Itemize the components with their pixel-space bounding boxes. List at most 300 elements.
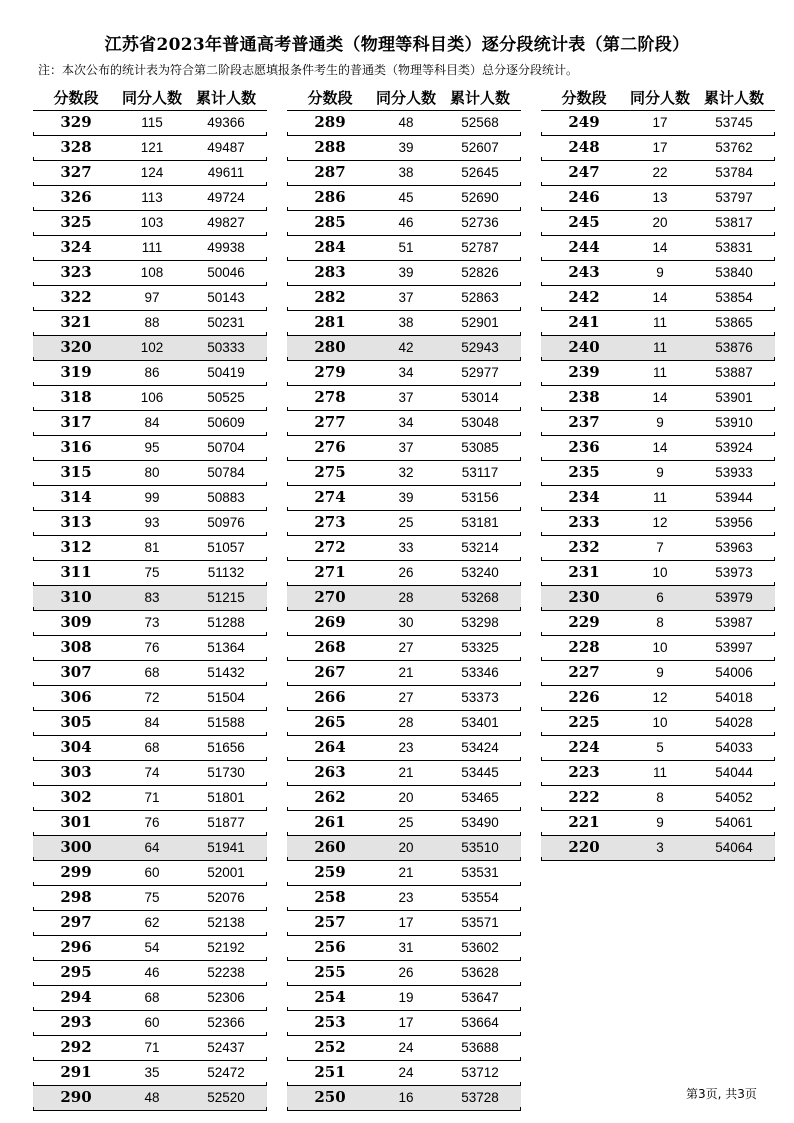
same-count-cell: 10 (652, 715, 668, 730)
table-row (287, 736, 521, 761)
cumulative-count-cell: 54064 (715, 840, 753, 855)
same-count-cell: 76 (144, 640, 160, 655)
table-row (541, 111, 775, 136)
same-count-cell: 37 (398, 390, 414, 405)
cumulative-count-cell: 54044 (715, 765, 753, 780)
table-row (287, 836, 521, 861)
same-count-cell: 3 (656, 840, 664, 855)
score-cell: 319 (60, 363, 92, 381)
table-row (33, 1036, 267, 1061)
table-header (287, 86, 521, 111)
score-cell: 288 (314, 138, 346, 156)
table-row (287, 486, 521, 511)
score-cell: 241 (568, 313, 600, 331)
table-row (541, 811, 775, 836)
cumulative-count-cell: 52238 (207, 965, 245, 980)
score-cell: 292 (60, 1038, 92, 1056)
same-count-cell: 11 (652, 365, 667, 380)
same-count-cell: 84 (144, 715, 160, 730)
same-count-cell: 68 (144, 740, 160, 755)
score-cell: 246 (568, 188, 600, 206)
score-cell: 317 (60, 413, 92, 431)
cumulative-count-cell: 51941 (207, 840, 245, 855)
same-count-cell: 39 (398, 490, 414, 505)
table-row (541, 236, 775, 261)
cumulative-count-cell: 53745 (715, 115, 753, 130)
score-cell: 223 (568, 763, 600, 781)
table-header (33, 86, 267, 111)
score-cell: 273 (314, 513, 346, 531)
cumulative-count-cell: 53944 (715, 490, 753, 505)
same-count-cell: 6 (656, 590, 664, 605)
table-row (287, 261, 521, 286)
same-count-cell: 27 (398, 640, 414, 655)
score-cell: 258 (314, 888, 346, 906)
score-cell: 325 (60, 213, 92, 231)
score-cell: 284 (314, 238, 346, 256)
score-cell: 323 (60, 263, 92, 281)
same-count-cell: 75 (144, 565, 160, 580)
table-row (33, 586, 267, 611)
cumulative-count-cell: 53571 (461, 915, 499, 930)
table-row (33, 1061, 267, 1086)
same-count-cell: 22 (652, 165, 668, 180)
same-count-cell: 108 (140, 265, 164, 280)
table-row (33, 861, 267, 886)
score-cell: 254 (314, 988, 346, 1006)
cumulative-count-cell: 53887 (715, 365, 753, 380)
cumulative-count-cell: 50609 (207, 415, 245, 430)
table-row (33, 561, 267, 586)
header-cumulative-count: 累计人数 (195, 89, 256, 107)
same-count-cell: 21 (398, 665, 414, 680)
score-cell: 283 (314, 263, 346, 281)
score-cell: 296 (60, 938, 92, 956)
same-count-cell: 13 (652, 190, 668, 205)
cumulative-count-cell: 53817 (715, 215, 753, 230)
same-count-cell: 19 (398, 990, 414, 1005)
same-count-cell: 11 (652, 340, 667, 355)
table-row (541, 511, 775, 536)
score-cell: 231 (568, 563, 600, 581)
cumulative-count-cell: 53956 (715, 515, 753, 530)
table-row (33, 136, 267, 161)
score-cell: 270 (314, 588, 346, 606)
score-cell: 315 (60, 463, 92, 481)
table-row (33, 261, 267, 286)
cumulative-count-cell: 53401 (461, 715, 499, 730)
table-row (541, 686, 775, 711)
score-cell: 314 (60, 488, 92, 506)
same-count-cell: 84 (144, 415, 160, 430)
score-cell: 326 (60, 188, 92, 206)
same-count-cell: 25 (398, 815, 414, 830)
score-cell: 297 (60, 913, 92, 931)
cumulative-count-cell: 54033 (715, 740, 753, 755)
same-count-cell: 17 (652, 140, 668, 155)
table-row (33, 636, 267, 661)
cumulative-count-cell: 53465 (461, 790, 499, 805)
cumulative-count-cell: 53924 (715, 440, 753, 455)
table-row (541, 461, 775, 486)
table-row (33, 736, 267, 761)
cumulative-count-cell: 52001 (207, 865, 245, 880)
cumulative-count-cell: 52138 (207, 915, 245, 930)
table-row (287, 386, 521, 411)
score-cell: 295 (60, 963, 92, 981)
cumulative-count-cell: 50231 (207, 315, 245, 330)
same-count-cell: 93 (144, 515, 160, 530)
cumulative-count-cell: 54028 (715, 715, 753, 730)
table-row (33, 161, 267, 186)
cumulative-count-cell: 52690 (461, 190, 499, 205)
score-cell: 328 (60, 138, 92, 156)
table-row (287, 111, 521, 136)
score-cell: 260 (314, 838, 346, 856)
same-count-cell: 35 (144, 1065, 160, 1080)
score-cell: 265 (314, 713, 346, 731)
cumulative-count-cell: 53085 (461, 440, 499, 455)
same-count-cell: 20 (398, 790, 414, 805)
table-row (541, 386, 775, 411)
header-score: 分数段 (53, 89, 99, 107)
score-cell: 222 (568, 788, 600, 806)
table-header (541, 86, 775, 111)
table-row (287, 761, 521, 786)
cumulative-count-cell: 51215 (207, 590, 245, 605)
table-row (33, 111, 267, 136)
same-count-cell: 80 (144, 465, 160, 480)
score-cell: 311 (60, 563, 92, 581)
score-cell: 240 (568, 338, 600, 356)
score-cell: 269 (314, 613, 346, 631)
same-count-cell: 33 (398, 540, 414, 555)
table-row (33, 911, 267, 936)
same-count-cell: 21 (398, 865, 414, 880)
table-row (287, 811, 521, 836)
table-row (541, 711, 775, 736)
same-count-cell: 99 (144, 490, 160, 505)
cumulative-count-cell: 53647 (461, 990, 499, 1005)
cumulative-count-cell: 53048 (461, 415, 499, 430)
cumulative-count-cell: 52943 (461, 340, 499, 355)
same-count-cell: 27 (398, 690, 414, 705)
cumulative-count-cell: 50419 (207, 365, 245, 380)
cumulative-count-cell: 53445 (461, 765, 499, 780)
cumulative-count-cell: 52863 (461, 290, 499, 305)
cumulative-count-cell: 51432 (207, 665, 245, 680)
same-count-cell: 10 (652, 565, 668, 580)
score-cell: 303 (60, 763, 92, 781)
score-cell: 299 (60, 863, 92, 881)
score-cell: 290 (60, 1088, 92, 1106)
cumulative-count-cell: 53831 (715, 240, 753, 255)
table-row (541, 186, 775, 211)
same-count-cell: 11 (652, 490, 667, 505)
score-cell: 320 (60, 338, 92, 356)
cumulative-count-cell: 51132 (207, 565, 245, 580)
table-row (541, 836, 775, 861)
table-row (541, 436, 775, 461)
cumulative-count-cell: 52192 (207, 940, 245, 955)
table-row (33, 761, 267, 786)
score-cell: 247 (568, 163, 600, 181)
table-row (287, 311, 521, 336)
cumulative-count-cell: 52736 (461, 215, 499, 230)
same-count-cell: 10 (652, 640, 668, 655)
cumulative-count-cell: 52437 (207, 1040, 245, 1055)
table-column-1 (33, 86, 267, 1111)
same-count-cell: 86 (144, 365, 160, 380)
score-cell: 285 (314, 213, 346, 231)
table-row (287, 886, 521, 911)
table-row (287, 961, 521, 986)
same-count-cell: 76 (144, 815, 160, 830)
table-row (33, 836, 267, 861)
table-column-3 (541, 86, 775, 861)
table-row (287, 686, 521, 711)
same-count-cell: 20 (652, 215, 668, 230)
score-cell: 274 (314, 488, 346, 506)
cumulative-count-cell: 53987 (715, 615, 753, 630)
score-cell: 298 (60, 888, 92, 906)
same-count-cell: 7 (656, 540, 664, 555)
same-count-cell: 8 (656, 615, 664, 630)
table-row (287, 361, 521, 386)
score-cell: 236 (568, 438, 600, 456)
score-cell: 312 (60, 538, 92, 556)
table-row (287, 536, 521, 561)
table-row (541, 411, 775, 436)
cumulative-count-cell: 52568 (461, 115, 499, 130)
cumulative-count-cell: 51364 (207, 640, 245, 655)
same-count-cell: 17 (398, 915, 414, 930)
table-row (287, 711, 521, 736)
cumulative-count-cell: 53628 (461, 965, 499, 980)
table-row (287, 136, 521, 161)
same-count-cell: 9 (656, 665, 664, 680)
table-row (33, 611, 267, 636)
score-cell: 253 (314, 1013, 346, 1031)
score-cell: 307 (60, 663, 92, 681)
score-cell: 268 (314, 638, 346, 656)
score-cell: 329 (60, 113, 92, 131)
same-count-cell: 39 (398, 265, 414, 280)
score-cell: 281 (314, 313, 346, 331)
same-count-cell: 16 (398, 1090, 414, 1105)
score-cell: 313 (60, 513, 92, 531)
cumulative-count-cell: 51588 (207, 715, 245, 730)
same-count-cell: 5 (656, 740, 664, 755)
table-row (541, 761, 775, 786)
score-cell: 318 (60, 388, 92, 406)
table-row (33, 486, 267, 511)
cumulative-count-cell: 53688 (461, 1040, 499, 1055)
table-row (541, 611, 775, 636)
score-cell: 249 (568, 113, 600, 131)
same-count-cell: 8 (656, 790, 664, 805)
cumulative-count-cell: 53346 (461, 665, 499, 680)
score-cell: 286 (314, 188, 346, 206)
score-cell: 256 (314, 938, 346, 956)
cumulative-count-cell: 54018 (715, 690, 753, 705)
table-row (33, 711, 267, 736)
score-cell: 301 (60, 813, 92, 831)
table-row (33, 536, 267, 561)
same-count-cell: 9 (656, 465, 664, 480)
same-count-cell: 28 (398, 590, 414, 605)
page-number: 第3页, 共3页 (686, 1087, 757, 1101)
score-cell: 277 (314, 413, 346, 431)
cumulative-count-cell: 53424 (461, 740, 499, 755)
score-cell: 300 (60, 838, 92, 856)
same-count-cell: 11 (652, 315, 667, 330)
cumulative-count-cell: 52076 (207, 890, 245, 905)
same-count-cell: 124 (140, 165, 164, 180)
score-cell: 251 (314, 1063, 346, 1081)
score-cell: 250 (314, 1088, 346, 1106)
table-row (541, 261, 775, 286)
table-row (33, 286, 267, 311)
cumulative-count-cell: 51057 (207, 540, 245, 555)
same-count-cell: 45 (398, 190, 414, 205)
score-cell: 237 (568, 413, 600, 431)
same-count-cell: 9 (656, 815, 664, 830)
cumulative-count-cell: 53963 (715, 540, 753, 555)
same-count-cell: 14 (652, 240, 668, 255)
cumulative-count-cell: 53973 (715, 565, 753, 580)
table-body (33, 111, 267, 1111)
same-count-cell: 17 (652, 115, 668, 130)
same-count-cell: 34 (398, 415, 414, 430)
cumulative-count-cell: 52366 (207, 1015, 245, 1030)
cumulative-count-cell: 53014 (461, 390, 499, 405)
score-cell: 262 (314, 788, 346, 806)
table-body (287, 111, 521, 1111)
table-row (541, 361, 775, 386)
header-score: 分数段 (307, 89, 353, 107)
same-count-cell: 42 (398, 340, 414, 355)
header-cumulative-count: 累计人数 (449, 89, 510, 107)
table-row (287, 861, 521, 886)
table-row (287, 786, 521, 811)
same-count-cell: 83 (144, 590, 160, 605)
table-row (33, 811, 267, 836)
same-count-cell: 31 (398, 940, 414, 955)
table-row (33, 936, 267, 961)
cumulative-count-cell: 53240 (461, 565, 499, 580)
same-count-cell: 14 (652, 390, 668, 405)
cumulative-count-cell: 51801 (207, 790, 245, 805)
table-row (287, 411, 521, 436)
table-row (541, 636, 775, 661)
table-row (287, 986, 521, 1011)
cumulative-count-cell: 53373 (461, 690, 499, 705)
cumulative-count-cell: 50704 (207, 440, 245, 455)
same-count-cell: 74 (144, 765, 160, 780)
same-count-cell: 72 (144, 690, 160, 705)
score-cell: 321 (60, 313, 92, 331)
score-cell: 305 (60, 713, 92, 731)
cumulative-count-cell: 53554 (461, 890, 499, 905)
same-count-cell: 21 (398, 765, 414, 780)
same-count-cell: 48 (144, 1090, 160, 1105)
cumulative-count-cell: 53181 (461, 515, 499, 530)
same-count-cell: 48 (398, 115, 414, 130)
score-cell: 291 (60, 1063, 92, 1081)
page-title: 江苏省2023年普通高考普通类（物理等科目类）逐分段统计表（第二阶段） (104, 35, 690, 55)
cumulative-count-cell: 49827 (207, 215, 245, 230)
table-row (33, 336, 267, 361)
score-cell: 242 (568, 288, 600, 306)
score-cell: 264 (314, 738, 346, 756)
same-count-cell: 88 (144, 315, 160, 330)
same-count-cell: 32 (398, 465, 414, 480)
table-row (287, 1086, 521, 1111)
table-row (541, 661, 775, 686)
score-cell: 230 (568, 588, 600, 606)
score-cell: 239 (568, 363, 600, 381)
table-row (33, 986, 267, 1011)
table-row (287, 611, 521, 636)
table-row (33, 1086, 267, 1111)
score-cell: 233 (568, 513, 600, 531)
table-row (33, 236, 267, 261)
score-cell: 263 (314, 763, 346, 781)
cumulative-count-cell: 53531 (461, 865, 499, 880)
score-cell: 280 (314, 338, 346, 356)
cumulative-count-cell: 50525 (207, 390, 245, 405)
score-cell: 279 (314, 363, 346, 381)
score-cell: 266 (314, 688, 346, 706)
score-cell: 234 (568, 488, 600, 506)
table-row (33, 961, 267, 986)
table-row (287, 561, 521, 586)
cumulative-count-cell: 53325 (461, 640, 499, 655)
table-row (33, 436, 267, 461)
table-row (287, 161, 521, 186)
cumulative-count-cell: 50784 (207, 465, 245, 480)
same-count-cell: 14 (652, 440, 668, 455)
table-row (541, 536, 775, 561)
table-row (287, 236, 521, 261)
score-cell: 243 (568, 263, 600, 281)
score-cell: 289 (314, 113, 346, 131)
score-cell: 252 (314, 1038, 346, 1056)
same-count-cell: 37 (398, 290, 414, 305)
cumulative-count-cell: 53865 (715, 315, 753, 330)
table-row (287, 911, 521, 936)
cumulative-count-cell: 53664 (461, 1015, 499, 1030)
score-cell: 304 (60, 738, 92, 756)
score-cell: 309 (60, 613, 92, 631)
score-cell: 259 (314, 863, 346, 881)
same-count-cell: 38 (398, 165, 414, 180)
same-count-cell: 115 (141, 115, 163, 130)
cumulative-count-cell: 53602 (461, 940, 499, 955)
table-row (287, 211, 521, 236)
cumulative-count-cell: 49366 (207, 115, 245, 130)
table-row (287, 461, 521, 486)
cumulative-count-cell: 52977 (461, 365, 499, 380)
cumulative-count-cell: 53997 (715, 640, 753, 655)
score-cell: 238 (568, 388, 600, 406)
table-row (287, 936, 521, 961)
cumulative-count-cell: 54061 (715, 815, 753, 830)
table-row (541, 286, 775, 311)
cumulative-count-cell: 53268 (461, 590, 499, 605)
table-row (33, 1011, 267, 1036)
